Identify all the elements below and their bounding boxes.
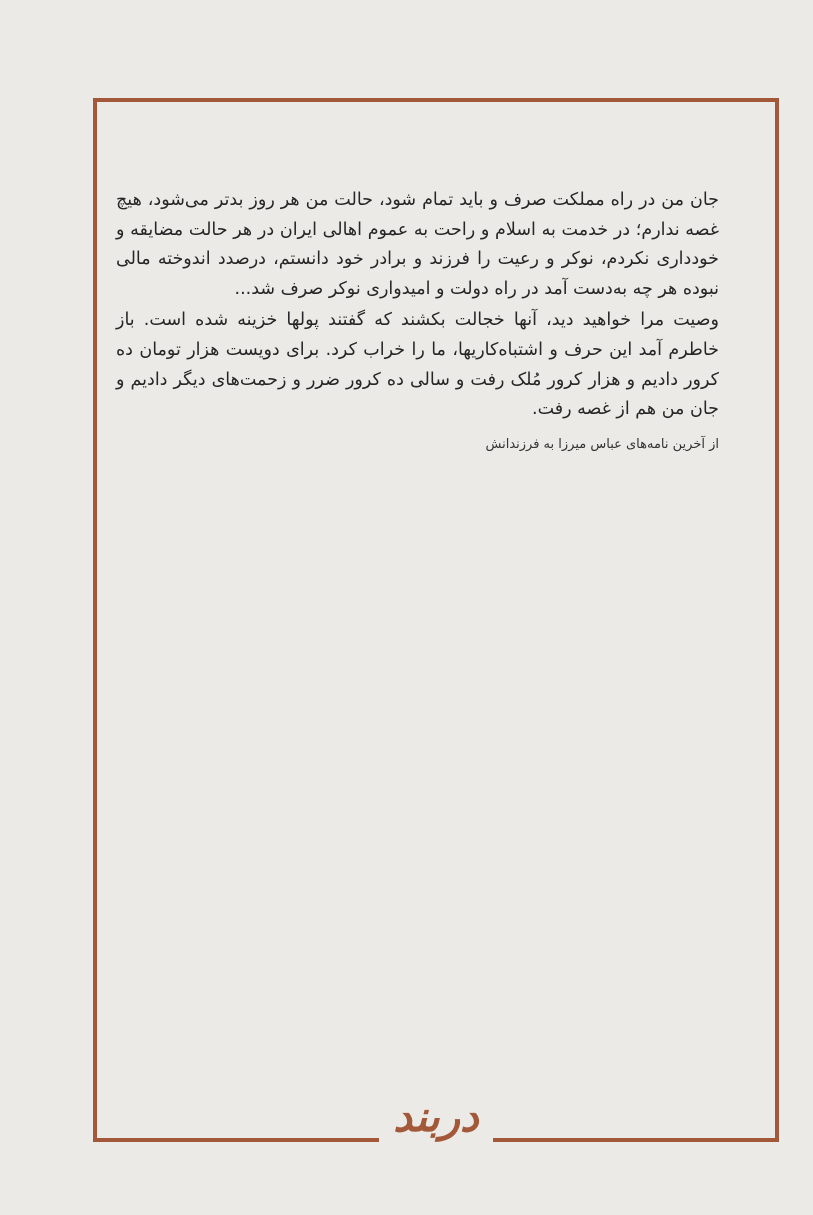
quote-paragraph-2: وصیت مرا خواهید دید، آنها خجالت بکشند که گفتند پولها خزینه شده است. باز خاطرم آمد این حرف و اشتباه‌کاریها، ما را خراب کرد. برای دویست هزار تومان ده کرور دادیم و هزار کرور مُلک رفت و سالی ده کرور ضرر و زحمت‌های دیگر دادیم و جان من هم از غصه رفت. bbox=[116, 310, 719, 420]
quote-paragraph-1: جان من در راه مملکت صرف و باید تمام شود، حالت من هر روز بدتر می‌شود، هیچ غصه ندارم؛ در خدمت به اسلام و راحت به عموم اهالی ایران در هر حالت مضایقه و خودداری نکردم، نوکر و رعیت را فرزند و برادر خود دانستم، درصدد اندوخته مالی نبوده هر چه به‌دست آمد در راه دولت و امیدواری نوکر صرف شد... bbox=[116, 190, 719, 299]
publisher-logo bbox=[379, 1092, 492, 1142]
logo-row bbox=[93, 1092, 779, 1168]
quote-attribution: از آخرین نامه‌های عباس میرزا به فرزندانش bbox=[485, 436, 719, 452]
quote-block bbox=[116, 186, 719, 455]
publisher-logo-text: دربند bbox=[393, 1092, 479, 1141]
